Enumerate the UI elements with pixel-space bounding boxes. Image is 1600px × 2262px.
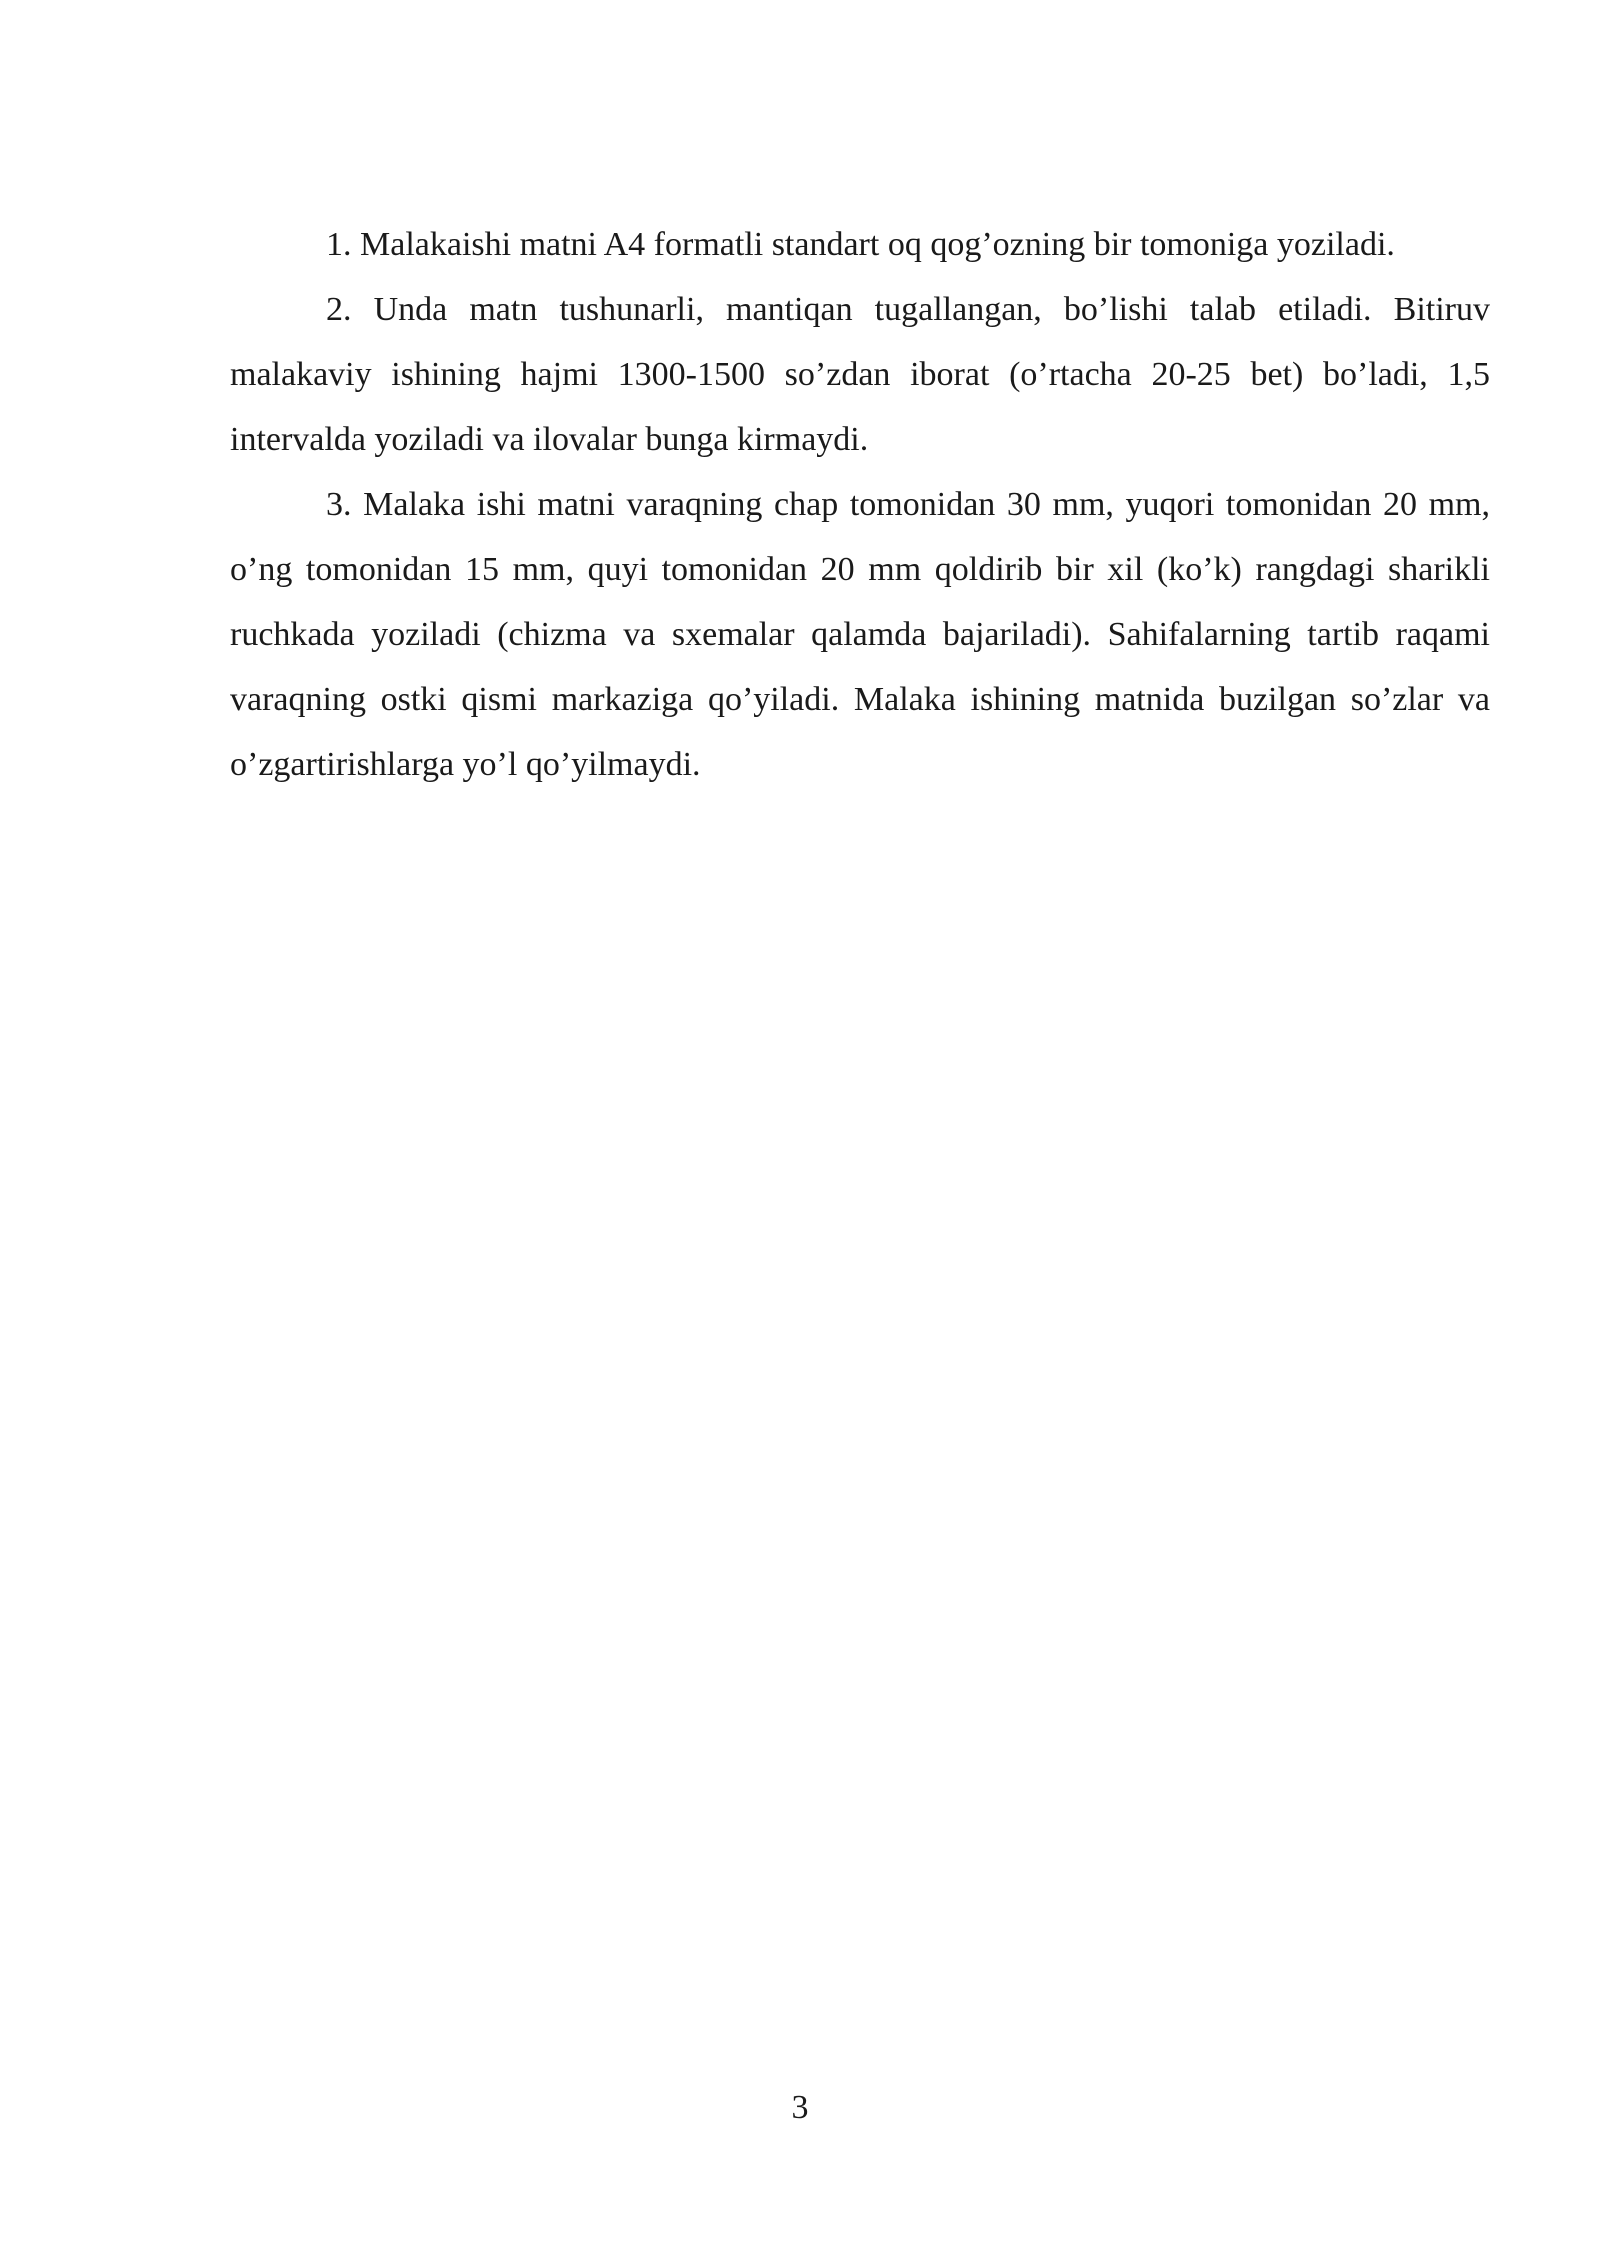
paragraph-3: 3. Malaka ishi matni varaqning chap tomonidan 30 mm, yuqori tomonidan 20 mm, o’ng tomonidan 15 mm, quyi tomonidan 20 mm qoldirib bir xil (ko’k) rangdagi sharikli ruchkada yoziladi (chizma va sxemalar qalamda bajariladi). Sahifalarning tartib raqami varaqning ostki qismi markaziga qo’yiladi. Malaka ishining matnida buzilgan so’zlar va o’zgartirishlarga yo’l qo’yilmaydi. xyxy=(230,486,1490,783)
document-body xyxy=(230,212,1490,797)
page-number: 3 xyxy=(791,2089,809,2126)
paragraph-2: 2. Unda matn tushunarli, mantiqan tugallangan, bo’lishi talab etiladi. Bitiruv malakaviy ishining hajmi 1300-1500 so’zdan iborat (o’rtacha 20-25 bet) bo’ladi, 1,5 intervalda yoziladi va ilovalar bunga kirmaydi. xyxy=(230,291,1490,458)
paragraph-1: 1. Malakaishi matni A4 formatli standart oq qog’ozning bir tomoniga yoziladi. xyxy=(326,226,1395,263)
